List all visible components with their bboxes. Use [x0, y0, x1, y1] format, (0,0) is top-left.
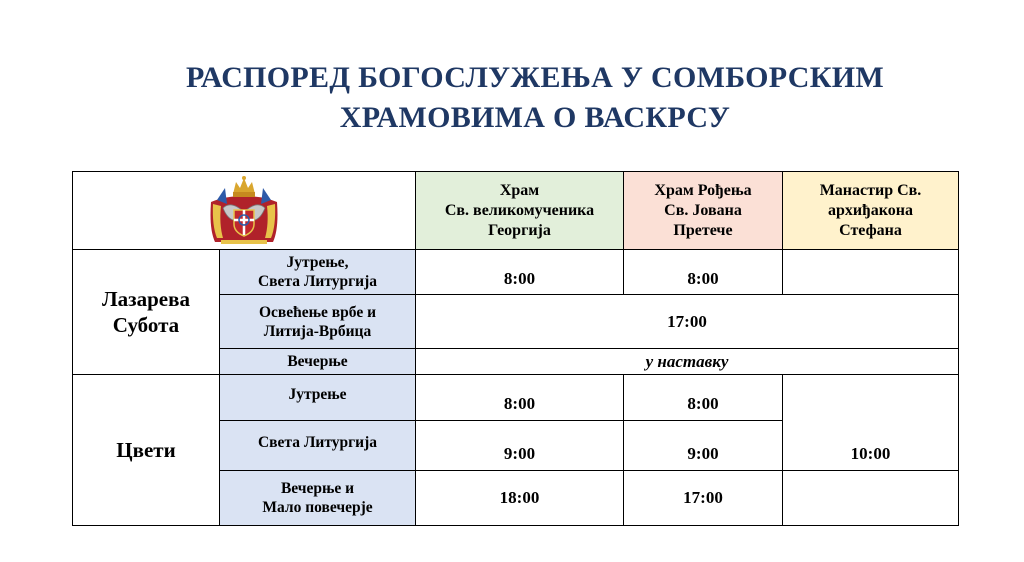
- time-cell: [783, 250, 959, 295]
- title-line-2: ХРАМОВИМА О ВАСКРСУ: [339, 101, 731, 134]
- time-cell: 9:00: [624, 421, 783, 471]
- coat-of-arms-icon: [73, 174, 415, 248]
- time-cell: 9:00: [416, 421, 624, 471]
- service-vecernje: [220, 349, 416, 375]
- column-header-line: Претече: [673, 221, 733, 239]
- merged-time-cell: 17:00: [416, 295, 959, 349]
- column-header-line: Стефана: [839, 221, 902, 239]
- day-name-line: Субота: [112, 313, 180, 337]
- service-label-line: Литија-Врбица: [263, 322, 372, 340]
- service-vecernje-povecerje: [220, 471, 416, 526]
- logo-cell: [73, 172, 416, 250]
- table-row: [73, 250, 959, 295]
- day-cveti: [73, 375, 220, 526]
- column-header-line: Храм Рођења: [654, 181, 752, 199]
- service-label-line: Освећење врбе и: [258, 303, 376, 321]
- time-cell: [783, 471, 959, 526]
- service-label-line: Света Литургија: [257, 434, 377, 451]
- table-row: [73, 375, 959, 421]
- service-label-line: Јутрење,: [286, 254, 349, 271]
- schedule-table: [72, 171, 959, 526]
- merged-note-cell: у наставку: [416, 349, 959, 375]
- time-cell: 8:00: [416, 250, 624, 295]
- service-osvecenje-vrbe: [220, 295, 416, 349]
- column-header-hram-jovana: [624, 172, 783, 250]
- time-cell: 8:00: [624, 375, 783, 421]
- day-lazareva-subota: [73, 250, 220, 375]
- service-jutrenje-liturgija: [220, 250, 416, 295]
- time-cell: 17:00: [624, 471, 783, 526]
- service-label-line: Јутрење: [288, 386, 347, 403]
- service-label-line: Вечерње и: [280, 480, 355, 497]
- title-line-1: РАСПОРЕД БОГОСЛУЖЕЊА У СОМБОРСКИМ: [185, 61, 885, 94]
- service-jutrenje: [220, 375, 416, 421]
- day-name-line: Лазарева: [102, 287, 190, 311]
- column-header-line: архиђакона: [828, 201, 913, 219]
- time-cell: 10:00: [783, 375, 959, 471]
- column-header-line: Георгија: [488, 221, 551, 239]
- column-header-line: Св. великомученика: [444, 201, 595, 219]
- day-name-line: Цвети: [116, 438, 176, 462]
- service-label-line: Вечерње: [287, 353, 348, 370]
- column-header-hram-georgija: [416, 172, 624, 250]
- column-header-line: Манастир Св.: [819, 181, 922, 199]
- column-header-line: Св. Јована: [664, 201, 742, 219]
- service-liturgija: [220, 421, 416, 471]
- time-cell: 8:00: [416, 375, 624, 421]
- service-label-line: Света Литургија: [257, 273, 377, 290]
- column-header-line: Храм: [499, 181, 540, 199]
- service-label-line: Мало повечерје: [262, 499, 373, 516]
- time-cell: 8:00: [624, 250, 783, 295]
- time-cell: 18:00: [416, 471, 624, 526]
- page-title: [0, 58, 1024, 138]
- header-row: [73, 172, 959, 250]
- column-header-manastir-stefana: [783, 172, 959, 250]
